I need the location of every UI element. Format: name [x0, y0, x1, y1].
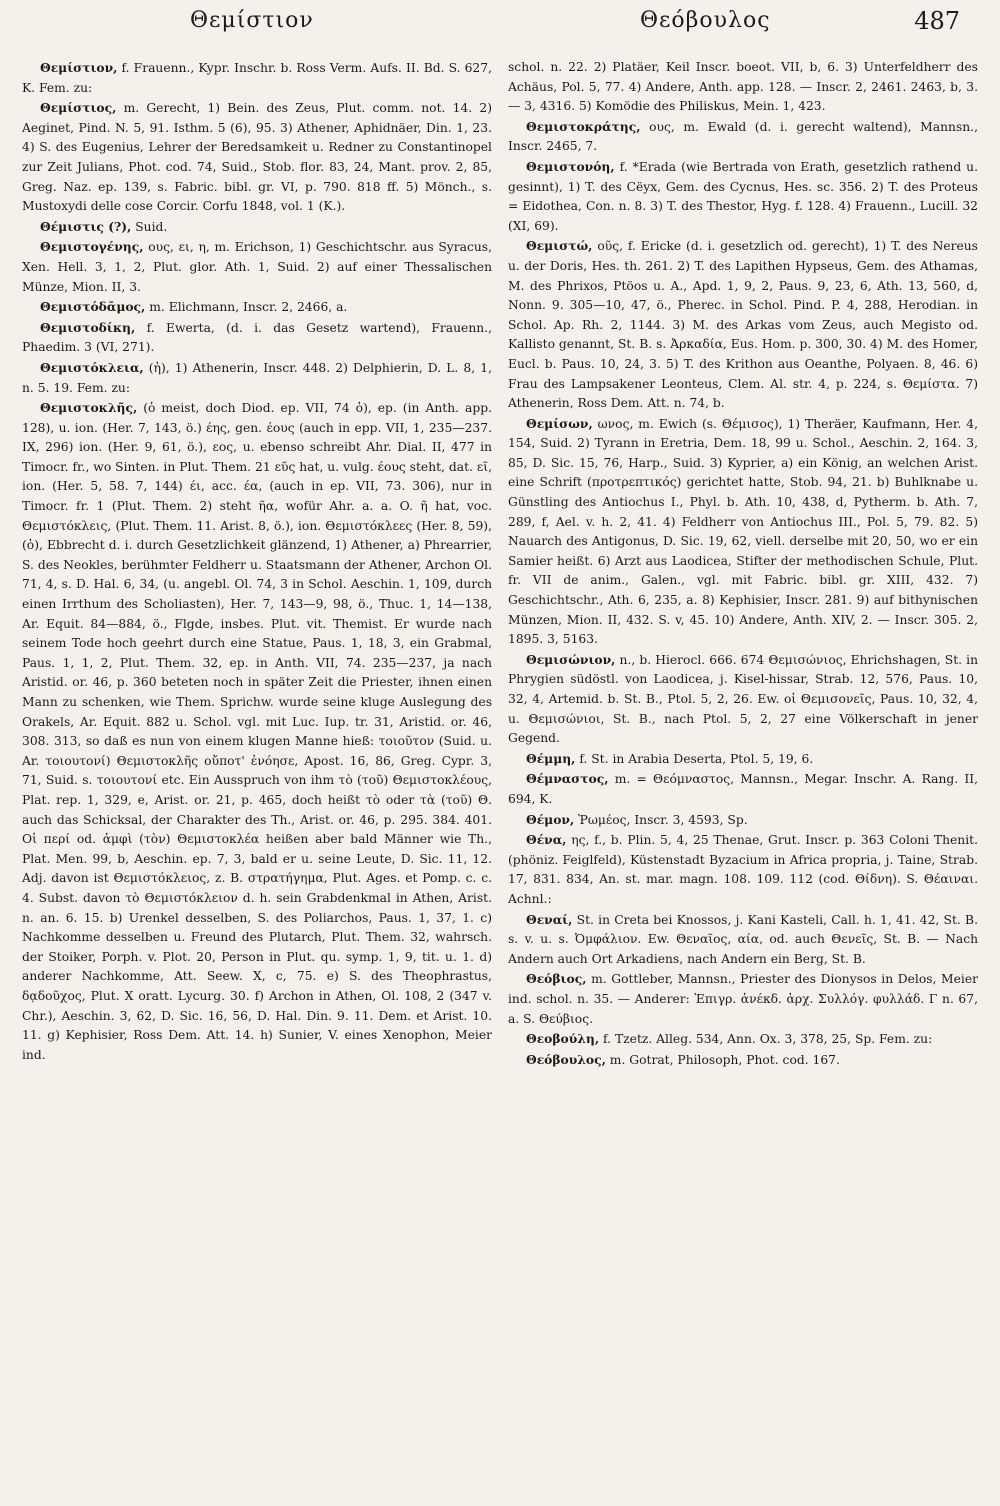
entry-text: ωνος, m. Ewich (s. Θέμισος), 1) Theräer, Kaufmann, Her. 4, 154, Suid. 2) Tyrann in Eretria, Dem. 18, 99 u. Schol., Aeschin. 2, 164. 3, 85, D. Sic. 15, 76, Harp., Suid. 3) Kyprier, a) ein König, an welchen Arist. eine Schrift (προτρεπτικός) gerichtet hatte, Stob. 94, 21. b) Buhlknabe u. Günstling des Antiochus I., Phyl. b. Ath. 10, 438, d, Pytherm. b. Ath. 7, 289, f, Ael. v. h. 2, 41. 4) Feldherr von Antiochus III., Pol. 5, 79. 82. 5) Nauarch des Antigonus, D. Sic. 19, 62, viell. derselbe mit 20, 50, wo er ein Samier heißt. 6) Arzt aus Laodicea, Stifter der methodischen Schule, Plut. fr. VII de anim., Galen., vgl. mit Fabric. bibl. gr. XIII, 432. 7) Geschichtschr., Ath. 6, 235, a. 8) Kephisier, Inscr. 281. 9) auf bithynischen Münzen, Mion. II, 432. S. v, 45. 10) Andere, Anth. XIV, 2. — Inscr. 305. 2, 1895. 3, 5163. — [508, 416, 978, 647]
entry-text: m. Gerecht, 1) Bein. des Zeus, Plut. comm. not. 14. 2) Aeginet, Pind. N. 5, 91. Isthm. 5 (6), 95. 3) Athener, Aphidnäer, Din. 1, 23. 4) S. des Eugenius, Lehrer der Beredsamkeit u. Redner zu Constantinopel zur Zeit Julians, Phot. cod. 74, Suid., Stob. flor. 83, 24, Mant. prov. 2, 85, Greg. Naz. ep. 139, s. Fabric. bibl. gr. VI, p. 790. 818 ff. 5) Mönch., s. Mustoxydi delle cose Corcir. Corfu 1848, vol. 1 (K.). — [22, 101, 492, 214]
entry-headword: Θέμμη, — [526, 750, 576, 766]
dictionary-entry — [22, 237, 492, 297]
entry-text: m. = Θεόμναστος, Mannsn., Megar. Inschr. A. Rang. II, 694, K. — [508, 772, 978, 806]
dictionary-entry — [22, 98, 492, 217]
dictionary-entry — [508, 769, 978, 809]
dictionary-entry — [22, 297, 492, 318]
entry-headword: Θεμιστοκράτης, — [526, 118, 641, 134]
dictionary-entry — [508, 810, 978, 831]
entry-headword: Θεναί, — [526, 911, 573, 927]
dictionary-entry — [508, 969, 978, 1029]
entry-text: f. *Erada (wie Bertrada von Erath, gesetzlich rathend u. gesinnt), 1) T. des Cëyx, Gem. des Cycnus, Hes. sc. 356. 2) T. des Proteus = Eidothea, Con. n. 8. 3) T. des Thestor, Hyg. f. 128. 4) Frauenn., Lucill. 32 (XI, 69). — [508, 159, 978, 233]
dictionary-entry — [508, 830, 978, 909]
dictionary-entry — [508, 910, 978, 970]
entry-text: n., b. Hierocl. 666. 674 Θεμισώνιος, Ehrichshagen, St. in Phrygien südöstl. von Laodicea, j. Kisel-hissar, Strab. 12, 576, Paus. 10, 32, 4, Artemid. b. St. B., Ptol. 5, 2, 26. Ew. οἱ Θεμισονεῖς, Paus. 10, 32, 4, u. Θεμισώνιοι, St. B., nach Ptol. 5, 2, 27 eine Völkerschaft in jener Gegend. — [508, 652, 978, 746]
entry-headword: Θέμιστις (?), — [40, 218, 132, 234]
dictionary-entry — [508, 650, 978, 749]
entry-headword: Θεμίσων, — [526, 415, 593, 431]
entry-text: (ἡ), 1) Athenerin, Inscr. 448. 2) Delphierin, D. L. 8, 1, n. 5. 19. Fem. zu: — [22, 360, 492, 395]
entry-headword: Θεμίστιος, — [40, 100, 117, 116]
entry-text: ους, ει, η, m. Erichson, 1) Geschichtschr. aus Syracus, Xen. Hell. 3, 1, 2, Plut. glor. Ath. 1, Suid. 2) auf einer Thessalischen Münze, Mion. II, 3. — [22, 240, 492, 294]
entry-text: οῦς, f. Ericke (d. i. gesetzlich od. gerecht), 1) T. des Nereus u. der Doris, Hes. th. 261. 2) T. des Lapithen Hypseus, Gem. des Athamas, M. des Phrixos, Ptöos u. A., Apd. 1, 9, 2, Paus. 9, 23, 6, Ath. 13, 560, d, Nonn. 9. 305—10, 47, ö., Pherec. in Schol. Pind. P. 4, 288, Herodian. in Schol. Ap. Rh. 2, 1144. 3) M. des Arkas vom Zeus, auch Megisto od. Kallisto genannt, St. B. s. Ἀρκαδία, Eus. Hom. p. 300, 30. 4) M. des Homer, Eucl. b. Paus. 10, 24, 3. 5) T. des Krithon aus Oeanthe, Polyaen. 8, 46. 6) Frau des Lampsakener Leonteus, Clem. Al. str. 4, p. 224, s. Θεμίστα. 7) Athenerin, Ross Dem. Att. n. 74, b. — [508, 239, 978, 411]
entry-headword: Θεμιστώ, — [526, 238, 593, 254]
dictionary-entry — [508, 749, 978, 770]
dictionary-entry — [22, 398, 492, 1065]
left-headword: Θεμίστιον — [190, 8, 314, 33]
running-head — [0, 6, 1000, 40]
entry-headword: Θεμιστοκλῆς, — [40, 400, 138, 416]
dictionary-entry — [22, 318, 492, 358]
dictionary-entry — [508, 58, 978, 117]
page-number: 487 — [914, 7, 960, 35]
entry-text: ης, f., b. Plin. 5, 4, 25 Thenae, Grut. Inscr. p. 363 Coloni Thenit. (phöniz. Feiglfeld), Küstenstadt Byzacium in Africa propria, j. Taine, Strab. 17, 831. 834, An. st. mar. magn. 108. 109. 112 (cod. Θίδνη). S. Θέαιναι. Achnl.: — [508, 833, 978, 906]
entry-text: f. St. in Arabia Deserta, Ptol. 5, 19, 6. — [575, 751, 814, 766]
entry-text: f. Ewerta, (d. i. das Gesetz wartend), Frauenn., Phaedim. 3 (VI, 271). — [22, 320, 492, 355]
entry-text: (ὁ meist, doch Diod. ep. VII, 74 ὁ), ep. (in Anth. app. 128), u. ion. (Her. 7, 143, ö.) έης, gen. έους (auch in epp. VII, 1, 235—237. IX, 296) ion. (Her. 9, 61, ö.), εος, u. ebenso schreibt Ahr. Dial. II, 477 in Timocr. fr., wo Sinten. in Plut. Them. 21 εῦς hat, u. vulg. έους steht, dat. εῖ, ion. (Her. 5, 58. 7, 144) έι, acc. έα, (auch in ep. VII, 73. 306), nur in Timocr. fr. 1 (Plut. Them. 2) steht ῆα, wofür Ahr. a. a. O. ῆ hat, voc. Θεμιστόκλεις, (Plut. Them. 11. Arist. 8, ö.), ion. Θεμιστόκλεες (Her. 8, 59), (ὁ), Ebbrecht d. i. durch Gesetzlichkeit glänzend, 1) Athener, a) Phrearrier, S. des Neokles, berühmter Feldherr u. Staatsmann der Athener, Archon Ol. 71, 4, s. D. Hal. 6, 34, (u. angebl. Ol. 74, 3 in Schol. Aeschin. 1, 109, durch einen Irrthum des Scholiasten), Her. 7, 143—9, 98, ö., Thuc. 1, 14—138, Ar. Equit. 84—884, ö., Flgde, insbes. Plut. vit. Themist. Er wurde nach seinem Tode hoch geehrt durch eine Statue, Paus. 1, 18, 3, ein Grabmal, Paus. 1, 1, 2, Plut. Them. 32, ep. in Anth. VII, 74. 235—237, ja nach Aristid. or. 46, p. 360 beteten noch in später Zeit die Priester, ihnen einen Mann zu schenken, wie Them. Sprichw. wurde seine kluge Auslegung des Orakels, Ar. Equit. 882 u. Schol. vgl. mit Luc. Iup. tr. 31, Aristid. or. 46, 308. 313, so daß es nun von einem klugen Manne hieß: τοιοῦτον (Suid. u. Ar. τοιουτονί) Θεμιστοκλῆς οὔποτ' ἐνόησε, Apost. 16, 86, Greg. Cypr. 3, 71, Suid. s. τοιουτονί etc. Ein Ausspruch von ihm τὸ (τοῦ) Θεμιστοκλέους, Plat. rep. 1, 329, e, Arist. or. 21, p. 465, doch heißt τὸ oder τὰ (τοῦ) Θ. auch das Schicksal, der Charakter des Th., Arist. or. 46, p. 295. 384. 401. Οἱ περί od. ἀμφὶ (τὸν) Θεμιστοκλέα heißen aber bald Männer wie Th., Plat. Men. 99, b, Aeschin. ep. 7, 3, bald er u. seine Leute, D. Sic. 11, 12. Adj. davon ist Θεμιστόκλειος, z. B. στρατήγημα, Plut. Ages. et Pomp. c. c. 4. Subst. davon τὸ Θεμιστόκλειον d. h. sein Grabdenkmal in Athen, Arist. n. an. 6. 15. b) Urenkel desselben, S. des Poliarchos, Paus. 1, 37, 1. c) Nachkomme desselben u. Freund des Plutarch, Plut. Them. 32, wahrsch. der Stoiker, Porph. v. Plot. 20, Person in Plut. qu. symp. 1, 9, tit. u. 1. d) anderer Nachkomme, Att. Seew. X, c, 75. e) S. des Theophrastus, δᾳδοῦχος, Plut. X oratt. Lycurg. 30. f) Archon in Athen, Ol. 108, 2 (347 v. Chr.), Aeschin. 3, 62, D. Sic. 16, 56, D. Hal. Din. 9. 11. Dem. et Arist. 10. 11. g) Kephisier, Ross Dem. Att. 14. h) Sunier, V. eines Xenophon, Meier ind. — [22, 401, 492, 1062]
entry-text: m. Elichmann, Inscr. 2, 2466, a. — [145, 300, 348, 315]
entry-headword: Θεμισώνιον, — [526, 651, 616, 667]
dictionary-entry — [22, 358, 492, 398]
dictionary-entry — [508, 117, 978, 157]
entry-headword: Θεοβούλη, — [526, 1031, 600, 1047]
entry-text: Suid. — [131, 219, 168, 234]
entry-headword: Θεμιστονόη, — [526, 158, 615, 174]
entry-text: m. Gottleber, Mannsn., Priester des Dionysos in Delos, Meier ind. schol. n. 35. — Anderer: Ἐπιγρ. ἀνέκδ. ἀρχ. Συλλόγ. φυλλάδ. Γ n. 67, a. S. Θεύβιος. — [508, 972, 978, 1026]
entry-text: St. in Creta bei Knossos, j. Kani Kasteli, Call. h. 1, 41. 42, St. B. s. v. u. s. Ὀμφάλιον. Ew. Θεναῖος, αία, od. auch Θενεῖς, St. B. — Nach Andern auch Ort Arkadiens, nach Andern ein Berg, St. B. — [508, 912, 978, 966]
entry-text: schol. n. 22. 2) Platäer, Keil Inscr. boeot. VII, b, 6. 3) Unterfeldherr des Achäus, Pol. 5, 77. 4) Andere, Anth. app. 128. — Inscr. 2, 2461. 2463, b, 3. — 3, 4316. 5) Komödie des Philiskus, Mein. 1, 423. — [508, 60, 978, 114]
entry-text: f. Frauenn., Kypr. Inschr. b. Ross Verm. Aufs. II. Bd. S. 627, K. Fem. zu: — [22, 61, 492, 95]
entry-headword: Θεμιστόκλεια, — [40, 359, 144, 375]
dictionary-entry — [22, 217, 492, 238]
entry-text: m. Gotrat, Philosoph, Phot. cod. 167. — [605, 1052, 840, 1067]
entry-text: f. Tzetz. Alleg. 534, Ann. Ox. 3, 378, 25, Sp. Fem. zu: — [599, 1032, 933, 1047]
left-column — [22, 58, 492, 1496]
entry-headword: Θεμιστοδίκη, — [40, 319, 136, 335]
entry-headword: Θένα, — [526, 832, 567, 848]
entry-headword: Θεμιστόδᾱμος, — [40, 299, 146, 315]
entry-headword: Θέμναστος, — [526, 771, 609, 787]
dictionary-entry — [508, 1050, 978, 1071]
entry-text: ους, m. Ewald (d. i. gerecht waltend), Mannsn., Inscr. 2465, 7. — [508, 119, 978, 154]
dictionary-entry — [508, 414, 978, 650]
dictionary-entry — [508, 1029, 978, 1050]
entry-headword: Θεμιστογένης, — [40, 239, 144, 255]
dictionary-entry — [508, 157, 978, 236]
entry-headword: Θεόβιος, — [526, 971, 587, 987]
dictionary-entry — [22, 58, 492, 98]
entry-headword: Θεμίστιον, — [40, 60, 118, 75]
dictionary-entry — [508, 236, 978, 413]
entry-headword: Θέμον, — [526, 811, 575, 827]
right-column — [508, 58, 978, 1496]
entry-text: Ῥωμέος, Inscr. 3, 4593, Sp. — [574, 812, 748, 827]
right-headword: Θεόβουλος — [640, 8, 771, 33]
entry-headword: Θεόβουλος, — [526, 1051, 606, 1067]
